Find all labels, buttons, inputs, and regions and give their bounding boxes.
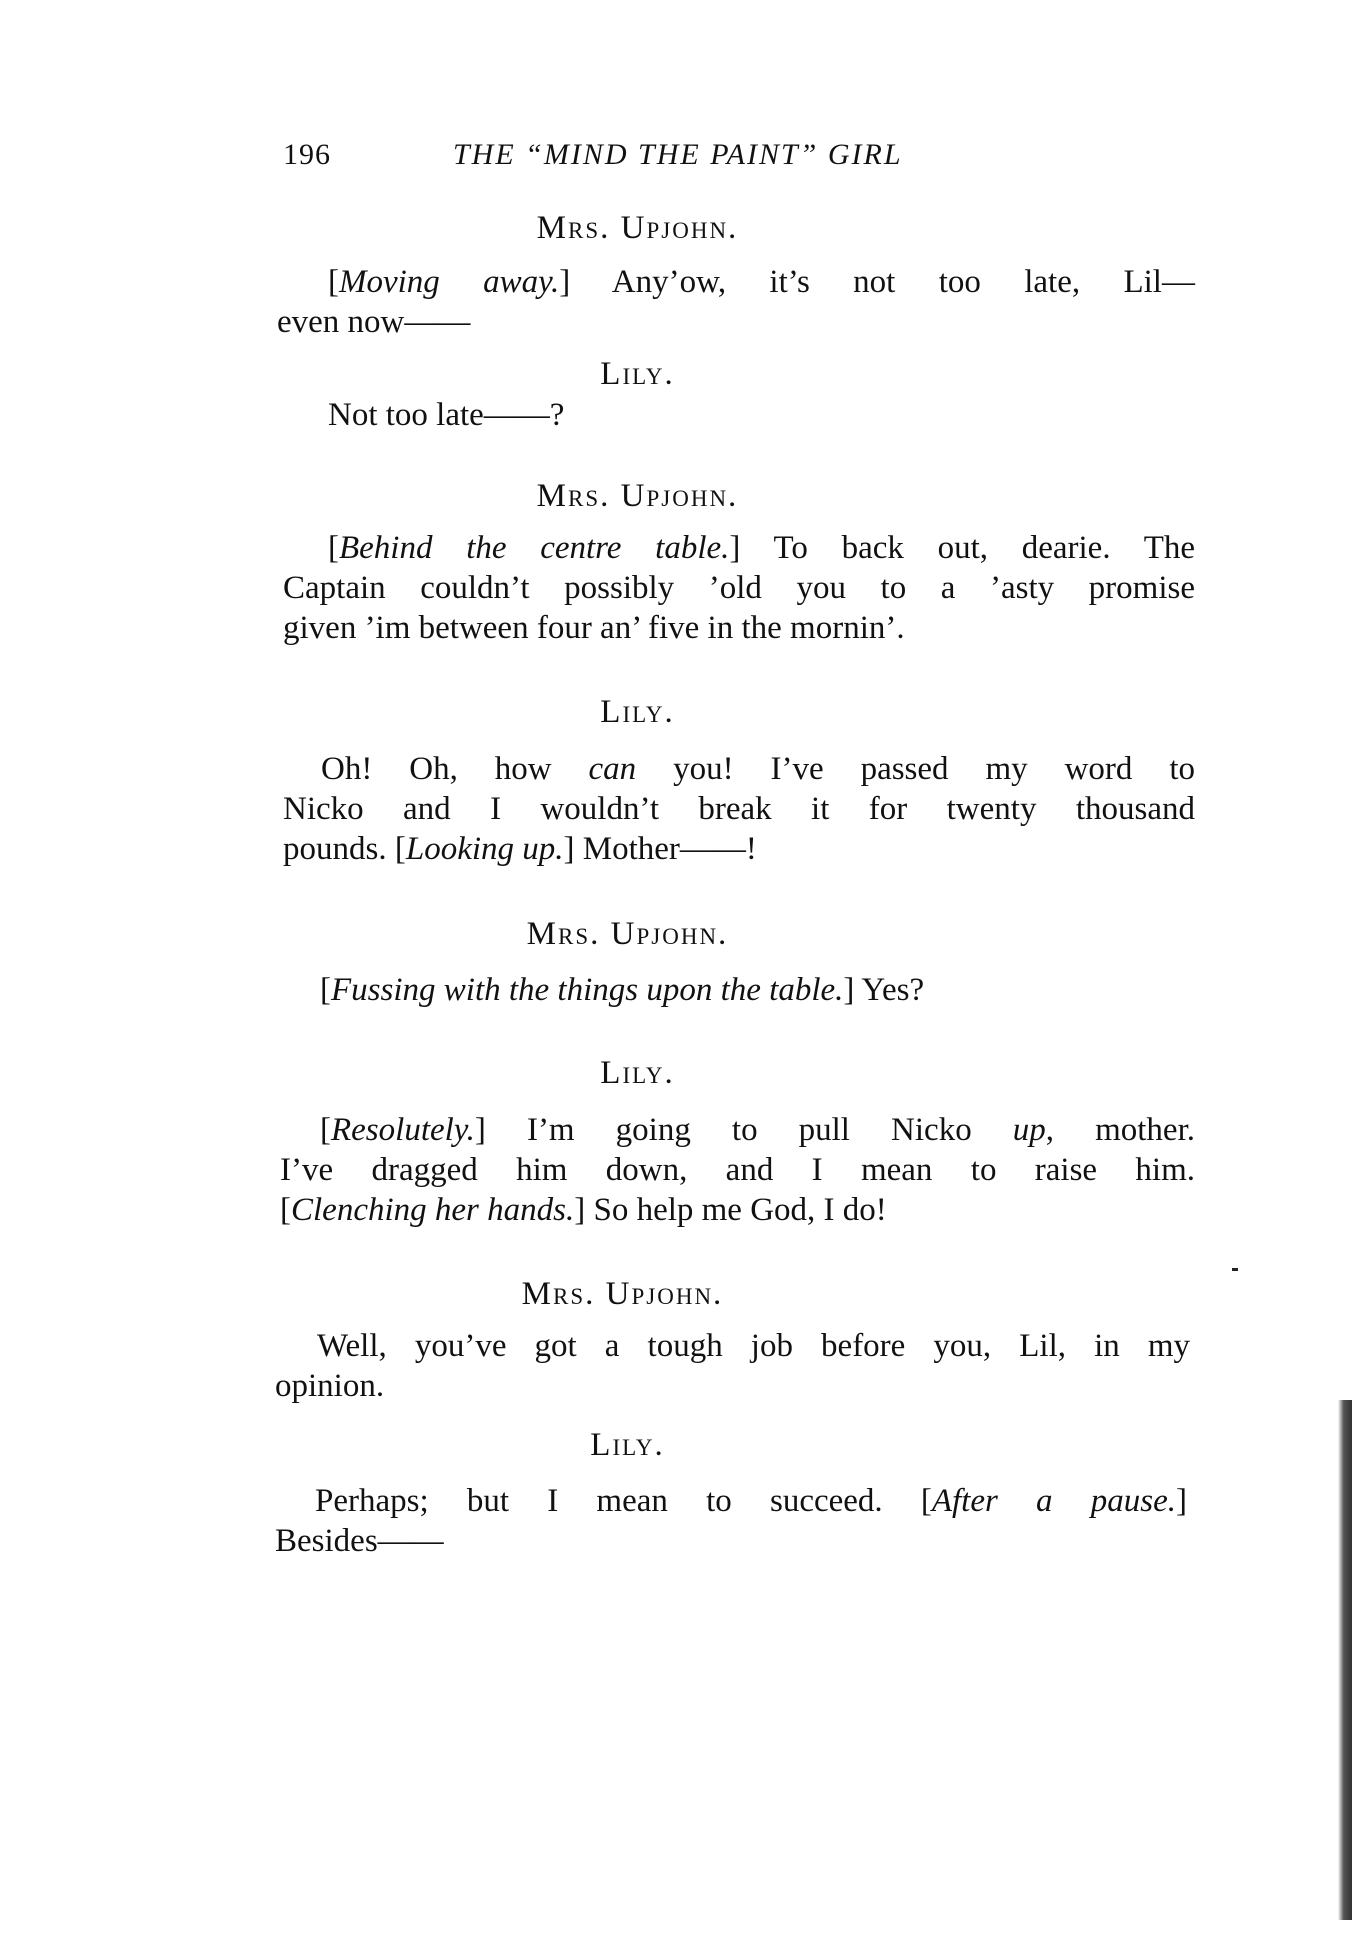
speech-line: [Fussing with the things upon the table.] Yes? [320, 972, 925, 1008]
speech-line: even now—— [277, 304, 471, 340]
speech-line: pounds. [Looking up.] Mother——! [283, 831, 757, 867]
speaker-name: Lily. [600, 1055, 675, 1091]
speech-text [280, 395, 1195, 435]
speech-line: given ’im between four an’ five in the mornin’. [283, 610, 905, 646]
speech-text [275, 1326, 1190, 1406]
speech-line: Oh! Oh, how can you! I’ve passed my word to [321, 751, 1195, 787]
stage-direction: Clenching her hands. [291, 1192, 575, 1228]
stage-direction: Fussing with the things upon the table. [331, 972, 844, 1008]
speech-text [283, 528, 1195, 648]
stage-direction: Resolutely. [331, 1112, 475, 1148]
emphasis: can [588, 751, 637, 787]
stage-direction: After a pause. [931, 1483, 1176, 1519]
speech-line: [Behind the centre table.] To back out, dearie. The [328, 530, 1195, 566]
stage-direction: Looking up. [405, 831, 564, 867]
speech-line: Captain couldn’t possibly ’old you to a ’asty promise [283, 570, 1195, 606]
emphasis: up [1012, 1112, 1046, 1148]
speech-line: Nicko and I wouldn’t break it for twenty thousand [283, 791, 1195, 827]
speaker-name: Mrs. Upjohn. [521, 1276, 724, 1312]
speech-line: Besides—— [275, 1523, 444, 1559]
speech-text [275, 1481, 1187, 1561]
speech-line: [Clenching her hands.] So help me God, I do! [280, 1192, 887, 1228]
speech-line: [Resolutely.] I’m going to pull Nicko up, mother. [320, 1112, 1195, 1148]
speech-text [277, 262, 1195, 342]
speech-text [280, 970, 1195, 1010]
speech-text [280, 1110, 1195, 1230]
speaker-name: Mrs. Upjohn. [536, 478, 739, 514]
speech-line: opinion. [275, 1368, 385, 1404]
page-number: 196 [283, 138, 331, 171]
speech-line: [Moving away.] Any’ow, it’s not too late, Lil— [328, 264, 1195, 300]
speaker-name: Mrs. Upjohn. [526, 916, 729, 952]
speech-line: I’ve dragged him down, and I mean to raise him. [280, 1152, 1195, 1188]
page-header [283, 138, 1043, 178]
speaker-name: Lily. [590, 1427, 665, 1463]
speech-line: Perhaps; but I mean to succeed. [After a pause.] [315, 1483, 1187, 1519]
running-title: THE “MIND THE PAINT” GIRL [453, 138, 903, 171]
speech-line: Well, you’ve got a tough job before you, Lil, in my [317, 1328, 1190, 1364]
speaker-name: Lily. [600, 356, 675, 392]
stage-direction: Behind the centre table. [339, 530, 730, 566]
page-edge-shadow [1338, 1400, 1352, 1920]
speaker-name: Lily. [600, 694, 675, 730]
speaker-name: Mrs. Upjohn. [536, 210, 739, 246]
ink-speck [1232, 1268, 1238, 1271]
stage-direction: Moving away. [339, 264, 560, 300]
speech-text [283, 749, 1195, 869]
speech-line: Not too late——? [328, 397, 565, 433]
